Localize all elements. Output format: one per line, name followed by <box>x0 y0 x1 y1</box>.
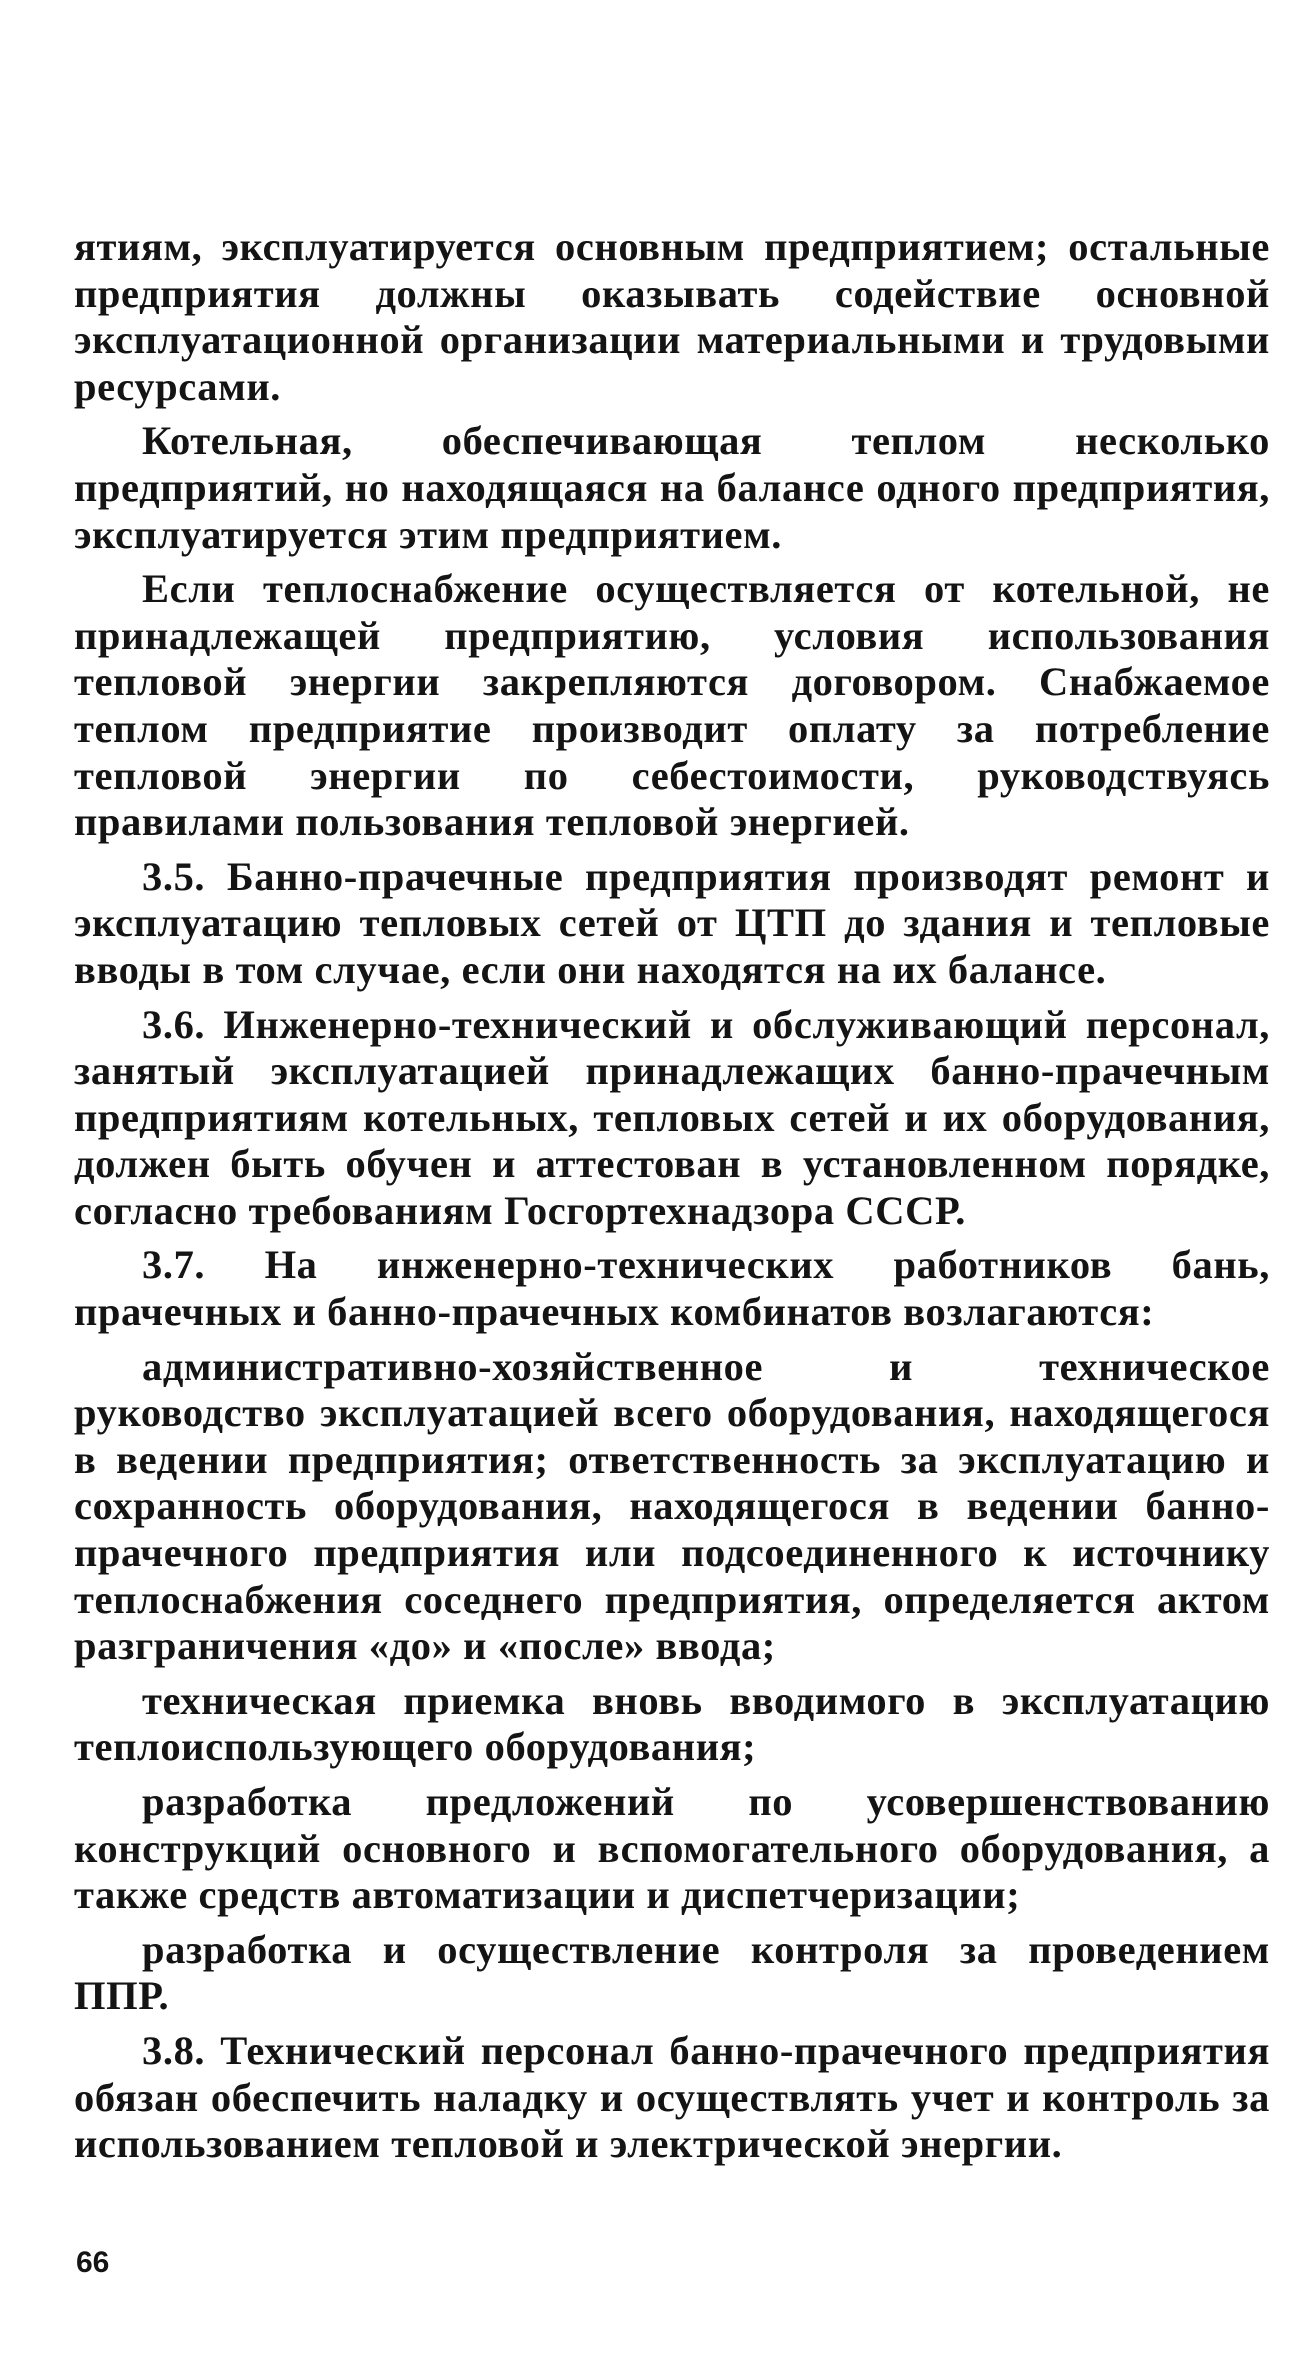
list-item-acceptance: техническая приемка вновь вводимого в эксплуатацию теплоиспользующего оборудования; <box>74 1677 1270 1770</box>
paragraph-3-5: 3.5. Банно-прачечные предприятия производят ремонт и эксплуатацию тепловых сетей от ЦТП до здания и тепловые вводы в том случае, если они находятся на их балансе. <box>74 853 1270 992</box>
paragraph-2: Котельная, обеспечивающая теплом несколько предприятий, но находящаяся на балансе одного предприятия, эксплуатируется этим предприятием. <box>74 418 1270 557</box>
list-item-improvement: разработка предложений по усовершенствованию конструкций основного и вспомогательного оборудования, а также средств автоматизации и диспетчеризации; <box>74 1779 1270 1918</box>
body-text <box>74 224 1270 2176</box>
paragraph-3-6: 3.6. Инженерно-технический и обслуживающий персонал, занятый эксплуатацией принадлежащих банно-прачечным предприятиям котельных, тепловых сетей и их оборудования, должен быть обучен и аттестован в установленном порядке, согласно требованиям Госгортехнадзора СССР. <box>74 1001 1270 1233</box>
list-item-ppr: разработка и осуществление контроля за проведением ППР. <box>74 1926 1270 2019</box>
list-item-management: административно-хозяйственное и техническое руководство эксплуатацией всего оборудования, находящегося в ведении предприятия; ответственность за эксплуатацию и сохранность оборудования, находящегося в ведении банно-прачечного предприятия или подсоединенного к источнику теплоснабжения соседнего предприятия, определяется актом разграничения «до» и «после» ввода; <box>74 1343 1270 1669</box>
paragraph-3: Если теплоснабжение осуществляется от котельной, не принадлежащей предприятию, условия использования тепловой энергии закрепляются договором. Снабжаемое теплом предприятие производит оплату за потребление тепловой энергии по себестоимости, руководствуясь правилами пользования тепловой энергией. <box>74 566 1270 845</box>
paragraph-3-7: 3.7. На инженерно-технических работников бань, прачечных и банно-прачечных комбинатов возлагаются: <box>74 1242 1270 1335</box>
page-number: 66 <box>76 2246 110 2279</box>
paragraph-1: ятиям, эксплуатируется основным предприятием; остальные предприятия должны оказывать содействие основной эксплуатационной организации материальными и трудовыми ресурсами. <box>74 224 1270 409</box>
paragraph-3-8: 3.8. Технический персонал банно-прачечного предприятия обязан обеспечить наладку и осуществлять учет и контроль за использованием тепловой и электрической энергии. <box>74 2027 1270 2167</box>
